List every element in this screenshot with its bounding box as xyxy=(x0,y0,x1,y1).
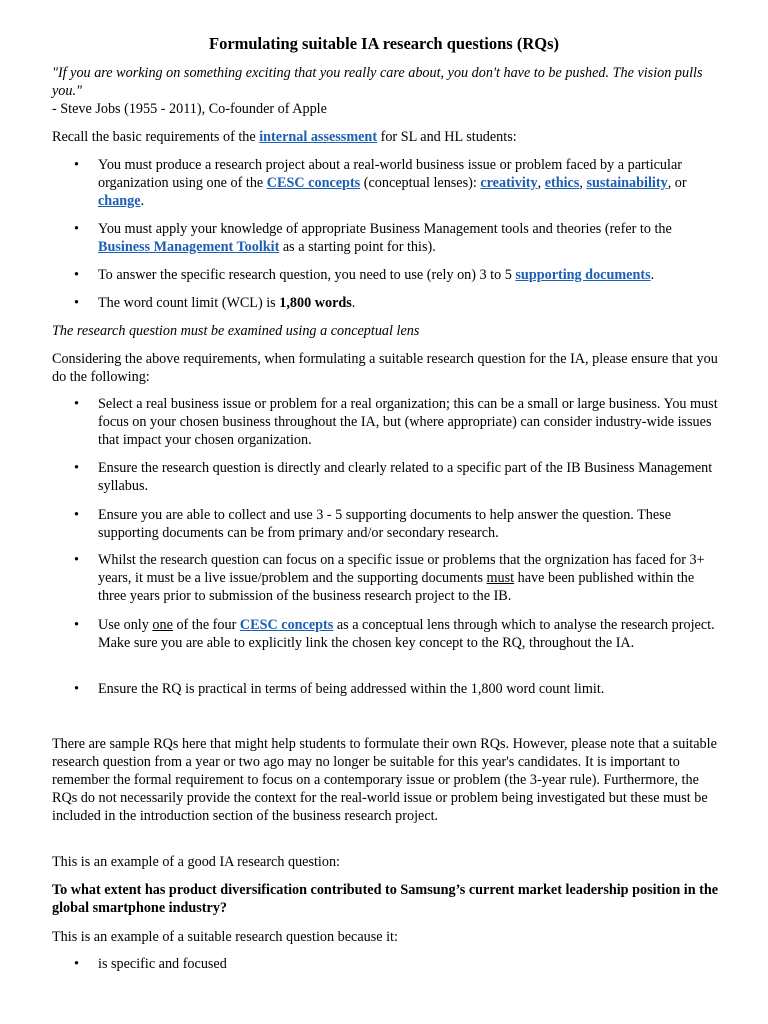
bullet-icon: • xyxy=(74,157,79,173)
bullet-icon: • xyxy=(74,956,79,972)
word-limit: 1,800 words xyxy=(279,295,352,311)
guideline-item-6: • Ensure the RQ is practical in terms of being addressed within the 1,800 word count limit. xyxy=(74,681,605,697)
cesc-concepts-link[interactable]: CESC concepts xyxy=(266,175,361,191)
requirement-item-2: • You must apply your knowledge of appropriate Business Management tools and theories (refer to the Business Management Toolkit as a starting point for this). xyxy=(74,221,672,255)
ethics-link[interactable]: ethics xyxy=(544,175,580,191)
bullet-icon: • xyxy=(74,552,79,568)
quote-text: "If you are working on something exciting that you really care about, you don't have to be pushed. The vision pulls you." xyxy=(52,65,703,99)
guideline-item-3: • Ensure you are able to collect and use 3 - 5 supporting documents to help answer the question. These supporting documents can be from primary and/or secondary research. xyxy=(74,507,672,541)
samples-paragraph: There are sample RQs here that might help students to formulate their own RQs. However, please note that a suitable research question from a year or two ago may no longer be suitable for this year's candidates. It is important to remember the formal requirement to focus on a contemporary issue or problem (the 3-year rule). Furthermore, the RQs do not necessarily provide the context for the real-world issue or problem being investigated but these must be included in the introduction section of the business research project. xyxy=(52,736,717,824)
considering-paragraph: Considering the above requirements, when formulating a suitable research question for the IA, please ensure that you do the following: xyxy=(52,351,718,385)
reason-item-1: • is specific and focused xyxy=(74,956,227,972)
creativity-link[interactable]: creativity xyxy=(480,175,538,191)
supporting-documents-link[interactable]: supporting documents xyxy=(515,267,651,283)
bullet-icon: • xyxy=(74,460,79,476)
internal-assessment-link[interactable]: internal assessment xyxy=(259,129,378,145)
sustainability-link[interactable]: sustainability xyxy=(586,175,668,191)
page-title: Formulating suitable IA research questions (RQs) xyxy=(208,34,560,53)
quote xyxy=(52,64,722,118)
bullet-icon: • xyxy=(74,267,79,283)
guideline-item-2: • Ensure the research question is directly and clearly related to a specific part of the IB Business Management syllabus. xyxy=(74,460,713,494)
good-example-intro: This is an example of a good IA research question: xyxy=(52,854,341,870)
suitable-intro: This is an example of a suitable research question because it: xyxy=(52,929,398,945)
guideline-item-4: • Whilst the research question can focus on a specific issue or problems that the orgnization has faced for 3+ years, it must be a live issue/problem and the supporting documents must have been published within the three years prior to submission of the business research project to the IB. xyxy=(74,552,705,604)
example-research-question: To what extent has product diversification contributed to Samsung’s current market leadership position in the global smartphone industry? xyxy=(52,882,719,916)
bullet-icon: • xyxy=(74,617,79,633)
lens-note: The research question must be examined using a conceptual lens xyxy=(52,323,420,339)
cesc-concepts-link[interactable]: CESC concepts xyxy=(239,617,334,633)
quote-attribution: - Steve Jobs (1955 - 2011), Co-founder of Apple xyxy=(52,101,327,117)
guideline-item-1: • Select a real business issue or problem for a real organization; this can be a small or large business. You must focus on your chosen business throughout the IA, but (where appropriate) can consider industry-wide issues that impact your chosen organization. xyxy=(74,396,718,448)
bullet-icon: • xyxy=(74,507,79,523)
guideline-item-5: • Use only one of the four CESC concepts as a conceptual lens through which to analyse the research project. Make sure you are able to explicitly link the chosen key concept to the RQ, throughout the IA. xyxy=(74,617,715,651)
requirement-item-1: • You must produce a research project about a real-world business issue or problem faced by a particular organization using one of the CESC concepts (conceptual lenses): creativity, ethics, sustainability, or change. xyxy=(74,157,687,209)
change-link[interactable]: change xyxy=(98,193,141,209)
requirement-item-4: • The word count limit (WCL) is 1,800 words. xyxy=(74,295,356,311)
business-management-toolkit-link[interactable]: Business Management Toolkit xyxy=(98,239,280,255)
bullet-icon: • xyxy=(74,396,79,412)
requirement-item-3: • To answer the specific research question, you need to use (rely on) 3 to 5 supporting documents. xyxy=(74,267,655,283)
bullet-icon: • xyxy=(74,681,79,697)
bullet-icon: • xyxy=(74,295,79,311)
intro-paragraph: Recall the basic requirements of the internal assessment for SL and HL students: xyxy=(52,129,517,145)
bullet-icon: • xyxy=(74,221,79,237)
